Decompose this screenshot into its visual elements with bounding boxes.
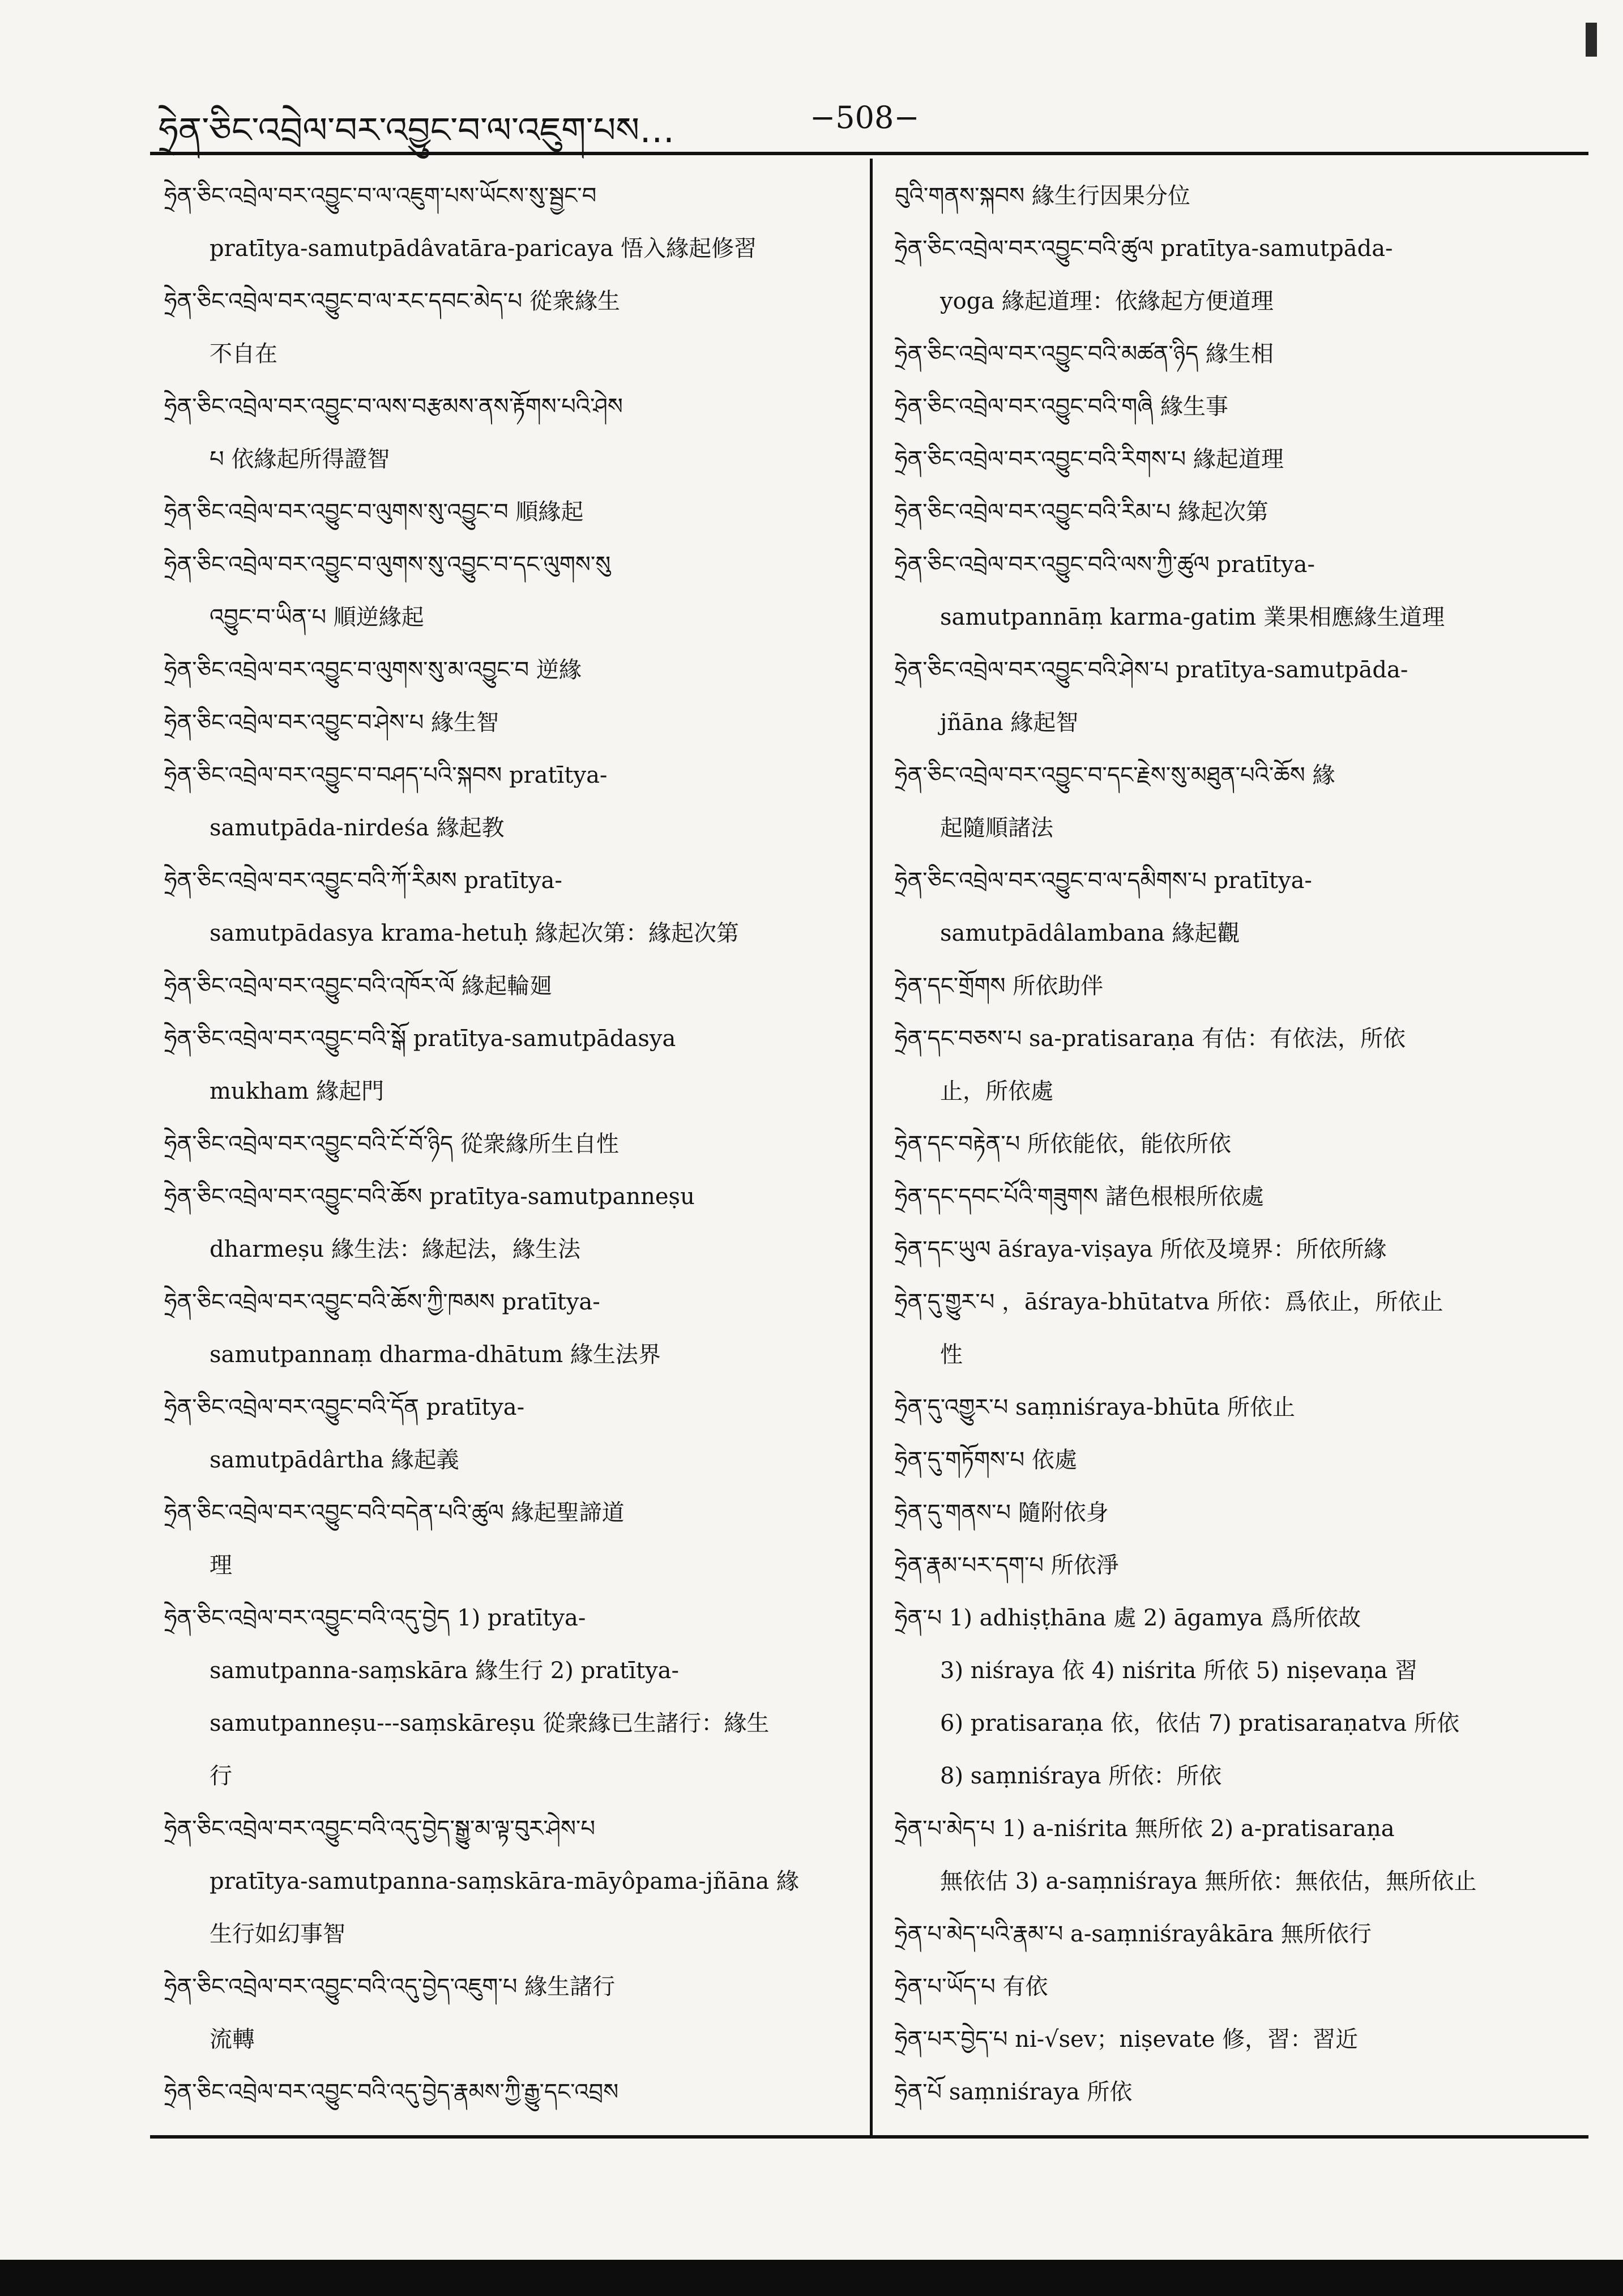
entry-headword-line: ཧྲེན་ཅིང་འབྲེལ་བར་འབྱུང་བའི་བདེན་པའི་ཚུལ 緣起聖諦道 (164, 1500, 625, 1526)
entry-continuation-line: པ 依緣起所得證智 (210, 446, 390, 472)
entry-headword-line: ཧྲེན་ཅིང་འབྲེལ་བར་འབྱུང་བ་ལས་བརྩམས་ནས་རྟོགས་པའི་ཤེས (164, 394, 623, 420)
dictionary-entry (164, 644, 855, 697)
entry-headword-line: ཧྲེན་དང་བརྟེན་པ 所依能依，能依所依 (895, 1131, 1231, 1157)
entry-headword-line: ཧྲེན་ཅིང་འབྲེལ་བར་འབྱུང་བ་ལུགས་སུ་འབྱུང་བ 順緣起 (164, 499, 584, 525)
entry-continuation-line: samutpanneṣu---saṃskāreṣu 從衆緣已生諸行：緣生 (210, 1710, 770, 1736)
entry-headword-line: ཧྲེན་པ་མེད་པའི་རྣམ་པ a-saṃniśrayâkāra 無所依行 (895, 1921, 1372, 1947)
entry-headword-line: ཧྲེན་པར་བྱེད་པ ni-√sev；niṣevate 修，習：習近 (895, 2026, 1359, 2052)
entry-continuation-line: samutpādârtha 緣起義 (210, 1447, 459, 1473)
entry-headword-line: ཧྲེན་པ་ཡོད་པ 有依 (895, 1974, 1048, 2000)
dictionary-entry (895, 1592, 1574, 1803)
entry-headword-line: ཧྲེན་ཅིང་འབྲེལ་བར་འབྱུང་བའི་གཞི 緣生事 (895, 394, 1228, 420)
entry-headword-line: ཧྲེན་པ་མེད་པ 1) a-niśrita 無所依 2) a-pratisaraṇa (895, 1816, 1395, 1842)
entry-headword-line: ཧྲེན་དང་གྲོགས 所依助伴 (895, 973, 1104, 999)
entry-headword-line: ཧྲེན་ཅིང་འབྲེལ་བར་འབྱུང་བ་ལ་དམིགས་པ pratītya- (895, 868, 1312, 894)
entry-headword-line: ཧྲེན་དུ་གྱུར་པ ，āśraya-bhūtatva 所依：爲依止，所依止 (895, 1289, 1443, 1315)
dictionary-entry (895, 170, 1574, 223)
entry-headword-line: ཧྲེན་དང་དབང་པོའི་གཟུགས 諸色根根所依處 (895, 1184, 1264, 1210)
dictionary-entry (895, 1803, 1574, 1908)
entry-headword-line: ཧྲེན་ཅིང་འབྲེལ་བར་འབྱུང་བའི་ཆོས pratītya-samutpanneṣu (164, 1184, 695, 1210)
dictionary-entry (164, 1381, 855, 1487)
entry-continuation-line: 止，所依處 (940, 1078, 1053, 1104)
dictionary-entry (895, 381, 1574, 433)
entry-headword-line: ཧྲེན་ཅིང་འབྲེལ་བར་འབྱུང་བ་དང་རྗེས་སུ་མཐུན་པའི་ཆོས 緣 (895, 762, 1335, 788)
dictionary-entry (164, 170, 855, 275)
entry-headword-line: ཧྲེན་ཅིང་འབྲེལ་བར་འབྱུང་བའི་སྒོ pratītya-samutpādasya (164, 1026, 676, 1052)
entry-continuation-line: 流轉 (210, 2026, 255, 2052)
entry-continuation-line: samutpanna-saṃskāra 緣生行 2) pratītya- (210, 1658, 680, 1684)
dictionary-entry (164, 2066, 855, 2119)
entry-continuation-line: samutpādâlambana 緣起觀 (940, 920, 1240, 946)
entry-continuation-line: འབྱུང་བ་ཡིན་པ 順逆緣起 (210, 604, 424, 630)
dictionary-entry (164, 1171, 855, 1276)
entry-continuation-line: 無依估 3) a-saṃniśraya 無所依：無依估，無所依止 (940, 1868, 1477, 1894)
entry-continuation-line: 6) pratisaraṇa 依，依估 7) pratisaraṇatva 所依 (940, 1710, 1459, 1736)
dictionary-entry (895, 1434, 1574, 1487)
scan-edge-band (0, 2260, 1623, 2296)
entry-continuation-line: 不自在 (210, 341, 277, 367)
column-divider (870, 159, 873, 2135)
entry-headword-line: ཧྲེན་ཅིང་འབྲེལ་བར་འབྱུང་བའི་མཚན་ཉིད 緣生相 (895, 341, 1274, 367)
entry-continuation-line: samutpannāṃ karma-gatim 業果相應緣生道理 (940, 604, 1445, 630)
dictionary-entry (164, 749, 855, 855)
dictionary-entry (895, 433, 1574, 486)
entry-continuation-line: 生行如幻事智 (210, 1921, 345, 1947)
dictionary-entry (895, 2066, 1574, 2119)
entry-continuation-line: yoga 緣起道理：依緣起方便道理 (940, 288, 1274, 314)
dictionary-entry (895, 1908, 1574, 1961)
dictionary-entry (164, 855, 855, 960)
entry-continuation-line: samutpannaṃ dharma-dhātum 緣生法界 (210, 1342, 661, 1368)
dictionary-entry (895, 1013, 1574, 1118)
entry-headword-line: ཧྲེན་ཅིང་འབྲེལ་བར་འབྱུང་བ་ལུགས་སུ་འབྱུང་བ་དང་ལུགས་སུ (164, 552, 611, 578)
dictionary-entry (895, 1487, 1574, 1539)
entry-continuation-line: dharmeṣu 緣生法：緣起法，緣生法 (210, 1236, 580, 1262)
entry-headword-line: ཧྲེན་ཅིང་འབྲེལ་བར་འབྱུང་བའི་དོན pratītya- (164, 1394, 525, 1420)
dictionary-entry (895, 328, 1574, 381)
entry-continuation-line: 行 (210, 1763, 232, 1789)
entry-continuation-line: 性 (940, 1342, 963, 1368)
entry-headword-line: ཧྲེན་པོ saṃniśraya 所依 (895, 2079, 1133, 2105)
dictionary-entry (895, 1961, 1574, 2013)
entry-continuation-line: 8) saṃniśraya 所依：所依 (940, 1763, 1222, 1789)
entry-headword-line: ཧྲེན་དུ་གཏོགས་པ 依處 (895, 1447, 1077, 1473)
entry-headword-line: ཧྲེན་ཅིང་འབྲེལ་བར་འབྱུང་བའི་ལས་ཀྱི་ཚུལ pratītya- (895, 552, 1315, 578)
dictionary-entry (895, 960, 1574, 1013)
dictionary-entry (895, 1381, 1574, 1434)
entry-headword-line: ཧྲེན་ཅིང་འབྲེལ་བར་འབྱུང་བ་ཤེས་པ 緣生智 (164, 710, 499, 736)
dictionary-entry (895, 223, 1574, 328)
entry-headword-line: ཧྲེན་ཅིང་འབྲེལ་བར་འབྱུང་བ་ལ་རང་དབང་མེད་པ 從衆緣生 (164, 288, 620, 314)
header-rule (150, 152, 1588, 155)
entry-continuation-line: pratītya-samutpanna-saṃskāra-māyôpama-jñāna 緣 (210, 1868, 799, 1894)
entry-headword-line: ཧྲེན་ཅིང་འབྲེལ་བར་འབྱུང་བ་ལ་འཇུག་པས་ཡོངས་སུ་སྦྱང་བ (164, 183, 597, 209)
entry-headword-line: ཧྲེན་པ 1) adhiṣṭhāna 處 2) āgamya 爲所依故 (895, 1605, 1361, 1631)
dictionary-entry (895, 855, 1574, 960)
entry-continuation-line: samutpādasya krama-hetuḥ 緣起次第：緣起次第 (210, 920, 739, 946)
entry-headword-line: ཧྲེན་ཅིང་འབྲེལ་བར་འབྱུང་བའི་ཆོས་ཀྱི་ཁམས pratītya- (164, 1289, 600, 1315)
dictionary-entry (164, 1276, 855, 1381)
entry-headword-line: ཧྲེན་ཅིང་འབྲེལ་བར་འབྱུང་བའི་ཀོ་རིམས pratītya- (164, 868, 562, 894)
footer-rule (150, 2135, 1588, 2139)
page-header (159, 85, 1574, 153)
dictionary-entry (895, 1118, 1574, 1171)
entry-headword-line: ཧྲེན་ཅིང་འབྲེལ་བར་འབྱུང་བའི་ཤེས་པ pratītya-samutpāda- (895, 657, 1408, 683)
entry-continuation-line: pratītya-samutpādâvatāra-paricaya 悟入緣起修習 (210, 236, 757, 262)
entry-headword-line: ཧྲེན་ཅིང་འབྲེལ་བར་འབྱུང་བའི་རིམ་པ 緣起次第 (895, 499, 1268, 525)
right-column (895, 170, 1574, 2119)
entry-headword-line: ཧྲེན་ཅིང་འབྲེལ་བར་འབྱུང་བའི་འདུ་བྱེད་འཇུག་པ 緣生諸行 (164, 1974, 616, 2000)
entry-headword-line: ཧྲེན་དང་ཡུལ āśraya-viṣaya 所依及境界：所依所緣 (895, 1236, 1387, 1262)
entry-headword-line: ཧྲེན་རྣམ་པར་དག་པ 所依淨 (895, 1552, 1119, 1578)
entry-continuation-line: 理 (210, 1552, 232, 1578)
entry-headword-line: ཧྲེན་ཅིང་འབྲེལ་བར་འབྱུང་བའི་འདུ་བྱེད་རྣམས་ཀྱི་རྒྱུ་དང་འབྲས (164, 2079, 619, 2105)
entry-continuation-line: mukham 緣起門 (210, 1078, 385, 1104)
dictionary-entry (164, 539, 855, 644)
entry-headword-line: ཧྲེན་ཅིང་འབྲེལ་བར་འབྱུང་བའི་ངོ་བོ་ཉིད 從衆緣所生自性 (164, 1131, 619, 1157)
dictionary-entry (895, 1223, 1574, 1276)
left-column (164, 170, 855, 2119)
dictionary-entry (895, 539, 1574, 644)
dictionary-entry (164, 1118, 855, 1171)
entry-continuation-line: jñāna 緣起智 (940, 710, 1079, 736)
page-number: −508− (810, 100, 920, 135)
entry-headword-line: བུའི་གནས་སྐབས 緣生行因果分位 (895, 183, 1190, 209)
entry-headword-line: ཧྲེན་དང་བཅས་པ sa-pratisaraṇa 有估：有依法，所依 (895, 1026, 1406, 1052)
entry-headword-line: ཧྲེན་ཅིང་འབྲེལ་བར་འབྱུང་བའི་རིགས་པ 緣起道理 (895, 446, 1284, 472)
dictionary-entry (895, 2013, 1574, 2066)
dictionary-entry (895, 644, 1574, 749)
running-head: ཧྲེན་ཅིང་འབྲེལ་བར་འབྱུང་བ་ལ་འཇུག་པས… (159, 109, 675, 151)
dictionary-entry (164, 1013, 855, 1118)
dictionary-entry (895, 1276, 1574, 1381)
entry-continuation-line: samutpāda-nirdeśa 緣起教 (210, 815, 505, 841)
entry-headword-line: ཧྲེན་ཅིང་འབྲེལ་བར་འབྱུང་བ་བཤད་པའི་སྐབས pratītya- (164, 762, 608, 788)
dictionary-entry (164, 1961, 855, 2066)
entry-headword-line: ཧྲེན་ཅིང་འབྲེལ་བར་འབྱུང་བའི་འདུ་བྱེད་སྒྱུ་མ་ལྟ་བུར་ཤེས་པ (164, 1816, 596, 1842)
dictionary-entry (895, 749, 1574, 855)
dictionary-entry (164, 486, 855, 539)
dictionary-entry (895, 1539, 1574, 1592)
entry-headword-line: ཧྲེན་ཅིང་འབྲེལ་བར་འབྱུང་བའི་ཚུལ pratītya-samutpāda- (895, 236, 1393, 262)
dictionary-entry (164, 381, 855, 486)
entry-headword-line: ཧྲེན་ཅིང་འབྲེལ་བར་འབྱུང་བའི་འདུ་བྱེད 1) pratītya- (164, 1605, 586, 1631)
scan-mark (1586, 23, 1597, 57)
dictionary-entry (164, 1592, 855, 1803)
dictionary-entry (895, 486, 1574, 539)
entry-continuation-line: 起隨順諸法 (940, 815, 1053, 841)
dictionary-entry (164, 275, 855, 381)
entry-headword-line: ཧྲེན་ཅིང་འབྲེལ་བར་འབྱུང་བ་ལུགས་སུ་མ་འབྱུང་བ 逆緣 (164, 657, 582, 683)
dictionary-entry (164, 1487, 855, 1592)
dictionary-entry (164, 1803, 855, 1961)
dictionary-entry (164, 697, 855, 749)
entry-headword-line: ཧྲེན་དུ་འགྱུར་པ saṃniśraya-bhūta 所依止 (895, 1394, 1296, 1420)
entry-headword-line: ཧྲེན་དུ་གནས་པ 隨附依身 (895, 1500, 1109, 1526)
dictionary-entry (895, 1171, 1574, 1223)
entry-headword-line: ཧྲེན་ཅིང་འབྲེལ་བར་འབྱུང་བའི་འཁོར་ལོ 緣起輪廻 (164, 973, 553, 999)
entry-continuation-line: 3) niśraya 依 4) niśrita 所依 5) niṣevaṇa 習 (940, 1658, 1418, 1684)
dictionary-entry (164, 960, 855, 1013)
